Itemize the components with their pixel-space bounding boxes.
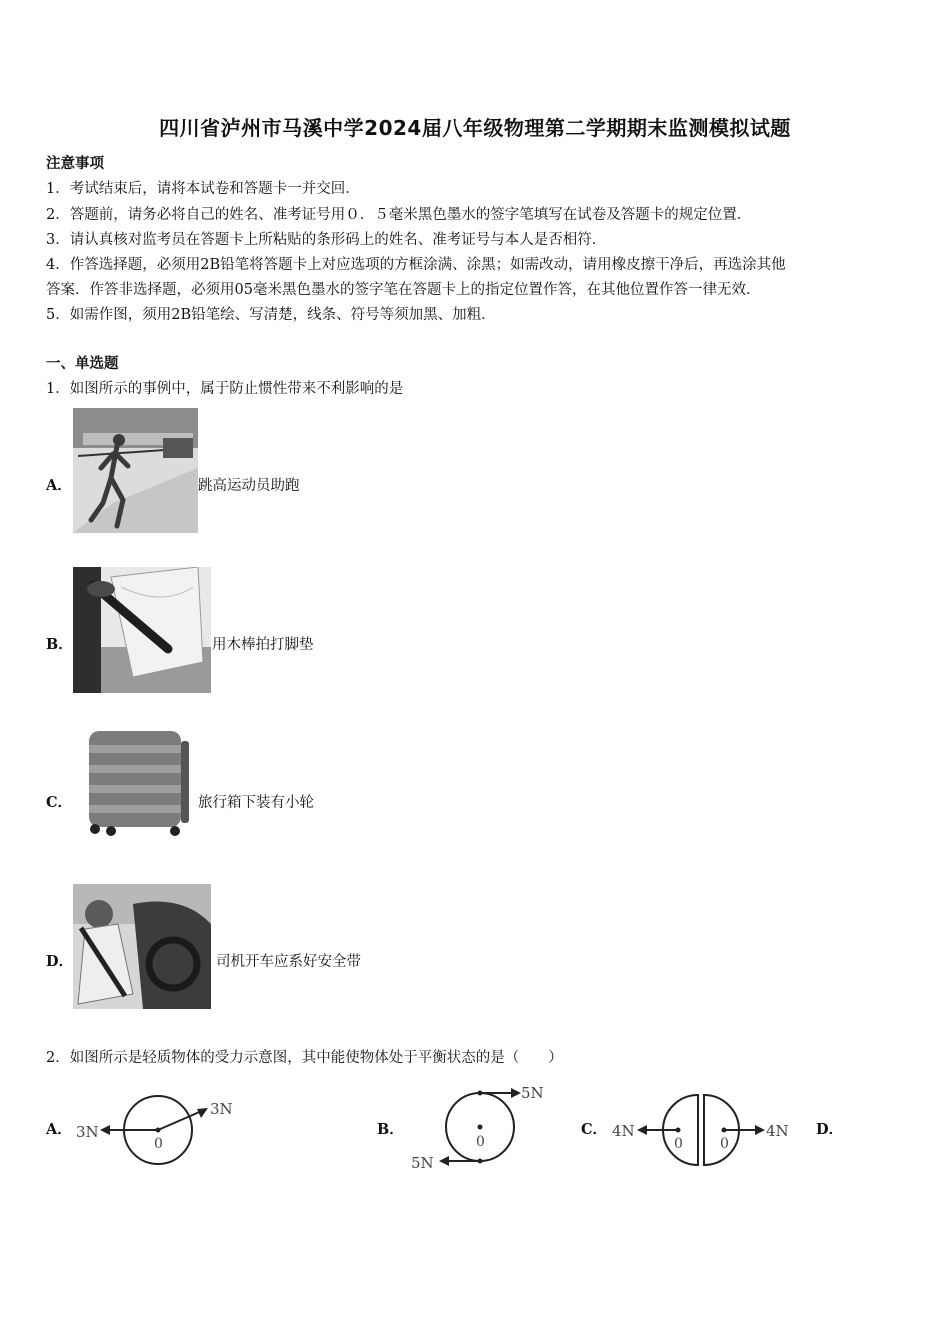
force-label: 5N bbox=[411, 1154, 434, 1172]
force-label: 3N bbox=[210, 1100, 233, 1118]
option-letter-a: A． bbox=[46, 477, 72, 494]
notice-item: 1．考试结束后，请将本试卷和答题卡一并交回． bbox=[46, 181, 360, 197]
option-letter-b: B． bbox=[46, 636, 73, 653]
beating-mat-photo bbox=[73, 567, 211, 693]
option-letter-d: D． bbox=[816, 1121, 844, 1138]
option-letter-a: A． bbox=[46, 1121, 72, 1138]
question-stem: 2．如图所示是轻质物体的受力示意图，其中能使物体处于平衡状态的是（ ） bbox=[46, 1050, 563, 1066]
origin-label: 0 bbox=[154, 1136, 163, 1152]
option-text-a: 跳高运动员助跑 bbox=[198, 478, 300, 494]
option-letter-c: C． bbox=[581, 1121, 608, 1138]
origin-label: 0 bbox=[720, 1136, 729, 1152]
notice-item: 5．如需作图，须用2B铅笔绘、写清楚，线条、符号等须加黑、加粗． bbox=[46, 307, 496, 323]
origin-label: 0 bbox=[476, 1134, 485, 1150]
notice-item: 3．请认真核对监考员在答题卡上所粘贴的条形码上的姓名、准考证号与本人是否相符． bbox=[46, 232, 607, 248]
force-diagram-a bbox=[70, 1090, 240, 1170]
high-jumper-photo bbox=[73, 408, 198, 533]
question-stem: 1．如图所示的事例中，属于防止惯性带来不利影响的是 bbox=[46, 381, 404, 397]
section-heading: 一、单选题 bbox=[46, 355, 119, 372]
option-letter-d: D． bbox=[46, 953, 74, 970]
option-text-c: 旅行箱下装有小轮 bbox=[198, 795, 314, 811]
force-label: 3N bbox=[76, 1123, 99, 1141]
force-diagram-b bbox=[405, 1080, 555, 1175]
page-title: 四川省泸州市马溪中学2024届八年级物理第二学期期末监测模拟试题 bbox=[159, 116, 791, 140]
force-label: 4N bbox=[766, 1122, 789, 1140]
force-diagram-c bbox=[608, 1090, 798, 1170]
origin-label: 0 bbox=[674, 1136, 683, 1152]
notice-heading: 注意事项 bbox=[46, 155, 104, 172]
notice-item: 4．作答选择题，必须用2B铅笔将答题卡上对应选项的方框涂满、涂黑；如需改动，请用橡皮擦干净后，再选涂其他 bbox=[46, 257, 786, 273]
force-label: 4N bbox=[612, 1122, 635, 1140]
notice-item: 2．答题前，请务必将自己的姓名、准考证号用０．５毫米黑色墨水的签字笔填写在试卷及答题卡的规定位置． bbox=[46, 207, 752, 223]
force-label: 5N bbox=[521, 1084, 544, 1102]
notice-item: 答案．作答非选择题，必须用05毫米黑色墨水的签字笔在答题卡上的指定位置作答，在其他位置作答一律无效． bbox=[46, 282, 761, 298]
option-text-d: 司机开车应系好安全带 bbox=[216, 954, 361, 970]
suitcase-photo bbox=[81, 727, 193, 839]
option-text-b: 用木棒拍打脚垫 bbox=[212, 637, 314, 653]
option-letter-b: B． bbox=[377, 1121, 404, 1138]
seatbelt-photo bbox=[73, 884, 211, 1009]
option-letter-c: C． bbox=[46, 794, 73, 811]
